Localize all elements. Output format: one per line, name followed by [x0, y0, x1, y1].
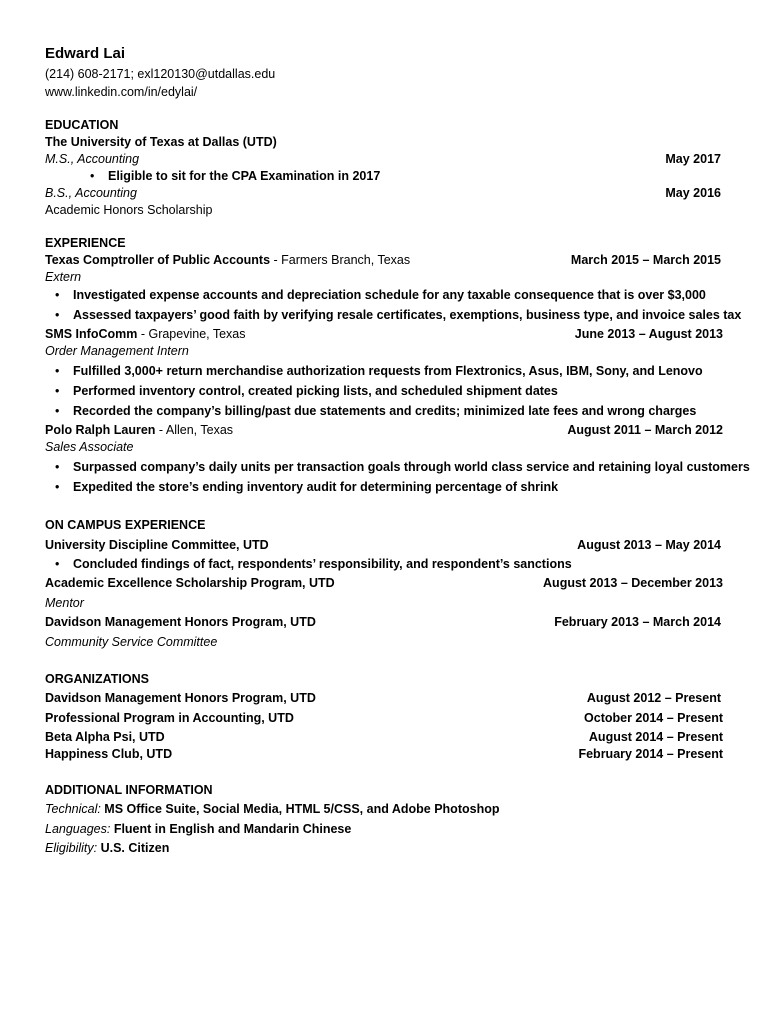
ms-degree: M.S., Accounting [45, 152, 140, 166]
campus3-role: Community Service Committee [45, 635, 218, 649]
job1-row [45, 252, 723, 268]
org-date: August 2014 – Present [588, 730, 723, 744]
candidate-name: Edward Lai [45, 45, 126, 62]
org-item [45, 729, 723, 745]
org-item [45, 746, 723, 762]
org-name: Professional Program in Accounting, UTD [45, 711, 294, 725]
campus-heading: ON CAMPUS EXPERIENCE [45, 518, 206, 532]
job3-date: August 2011 – March 2012 [567, 423, 723, 437]
bullet-icon: • [55, 480, 60, 494]
technical-label: Technical: [45, 802, 101, 816]
job3-row [45, 422, 723, 438]
job1-bullet-2: • Assessed taxpayers’ good faith by verifying resale certificates, exemptions, business type, and invoice sales tax [55, 308, 742, 322]
additional-heading: ADDITIONAL INFORMATION [45, 783, 213, 797]
job2-bullet-3: • Recorded the company’s billing/past due statements and credits; minimized late fees and wrong charges [55, 404, 697, 418]
eligibility-line [45, 840, 723, 856]
campus2-role: Mentor [45, 596, 84, 610]
campus1-row [45, 537, 723, 553]
org-name: Beta Alpha Psi, UTD [45, 730, 165, 744]
bullet-icon: • [55, 557, 60, 571]
bs-date: May 2016 [665, 186, 721, 200]
bullet-icon: • [55, 384, 60, 398]
job2-bullet-1: • Fulfilled 3,000+ return merchandise authorization requests from Flextronics, Asus, IBM, Sony, and Lenovo [55, 364, 703, 378]
org-name: Davidson Management Honors Program, UTD [45, 691, 316, 705]
job3-bullet-1: • Surpassed company’s daily units per transaction goals through world class service and retaining loyal customers [55, 460, 750, 474]
campus2-date: August 2013 – December 2013 [543, 576, 723, 590]
languages-line [45, 821, 723, 837]
eligibility-value: U.S. Citizen [97, 841, 170, 855]
job1-org: Texas Comptroller of Public Accounts [45, 253, 271, 267]
job1-location: - Farmers Branch, Texas [270, 253, 411, 267]
eligibility-label: Eligibility: [45, 841, 98, 855]
job3-title: Sales Associate [45, 440, 134, 454]
job2-org: SMS InfoComm [45, 327, 138, 341]
job2-bullet-2: • Performed inventory control, created picking lists, and scheduled shipment dates [55, 384, 558, 398]
org-date: October 2014 – Present [584, 711, 723, 725]
technical-value: MS Office Suite, Social Media, HTML 5/CSS, and Adobe Photoshop [100, 802, 500, 816]
ms-date: May 2017 [665, 152, 721, 166]
job3-location: - Allen, Texas [155, 423, 234, 437]
ms-row [45, 151, 723, 167]
technical-line [45, 801, 723, 817]
organizations-heading: ORGANIZATIONS [45, 672, 149, 686]
job1-bullet-1: • Investigated expense accounts and depreciation schedule for any taxable consequence that is over $3,000 [55, 288, 706, 302]
bullet-icon: • [55, 404, 60, 418]
job3-org: Polo Ralph Lauren [45, 423, 156, 437]
job2-title: Order Management Intern [45, 344, 189, 358]
job2-location: - Grapevine, Texas [137, 327, 246, 341]
ms-bullet: • Eligible to sit for the CPA Examination in 2017 [90, 169, 381, 183]
campus1-org: University Discipline Committee, UTD [45, 538, 269, 552]
job3-bullet-2: • Expedited the store’s ending inventory audit for determining percentage of shrink [55, 480, 559, 494]
job2-date: June 2013 – August 2013 [574, 327, 723, 341]
resume-page [45, 0, 750, 1024]
job1-title: Extern [45, 270, 82, 284]
job2-row [45, 326, 723, 342]
education-heading: EDUCATION [45, 118, 119, 132]
campus2-row [45, 575, 723, 591]
website-link[interactable]: www.linkedin.com/in/edylai/ [45, 85, 198, 99]
campus1-bullet-1: • Concluded findings of fact, respondents’ responsibility, and respondent’s sanctions [55, 557, 572, 571]
experience-heading: EXPERIENCE [45, 236, 126, 250]
org-item [45, 690, 723, 706]
org-date: February 2014 – Present [578, 747, 723, 761]
job1-date: March 2015 – March 2015 [570, 253, 721, 267]
campus3-date: February 2013 – March 2014 [554, 615, 721, 629]
bullet-icon: • [90, 169, 95, 183]
bs-degree: B.S., Accounting [45, 186, 137, 200]
bs-row [45, 185, 723, 201]
bullet-icon: • [55, 460, 60, 474]
contact-line: (214) 608-2171; exl120130@utdallas.edu [45, 67, 276, 81]
languages-value: Fluent in English and Mandarin Chinese [110, 822, 352, 836]
campus3-row [45, 614, 723, 630]
languages-label: Languages: [45, 822, 111, 836]
org-name: Happiness Club, UTD [45, 747, 173, 761]
campus1-date: August 2013 – May 2014 [577, 538, 721, 552]
school-name: The University of Texas at Dallas (UTD) [45, 135, 277, 149]
campus3-org: Davidson Management Honors Program, UTD [45, 615, 316, 629]
bullet-icon: • [55, 308, 60, 322]
honor-text: Academic Honors Scholarship [45, 203, 213, 217]
org-item [45, 710, 723, 726]
bullet-icon: • [55, 364, 60, 378]
bullet-icon: • [55, 288, 60, 302]
org-date: August 2012 – Present [586, 691, 721, 705]
campus2-org: Academic Excellence Scholarship Program, UTD [45, 576, 335, 590]
